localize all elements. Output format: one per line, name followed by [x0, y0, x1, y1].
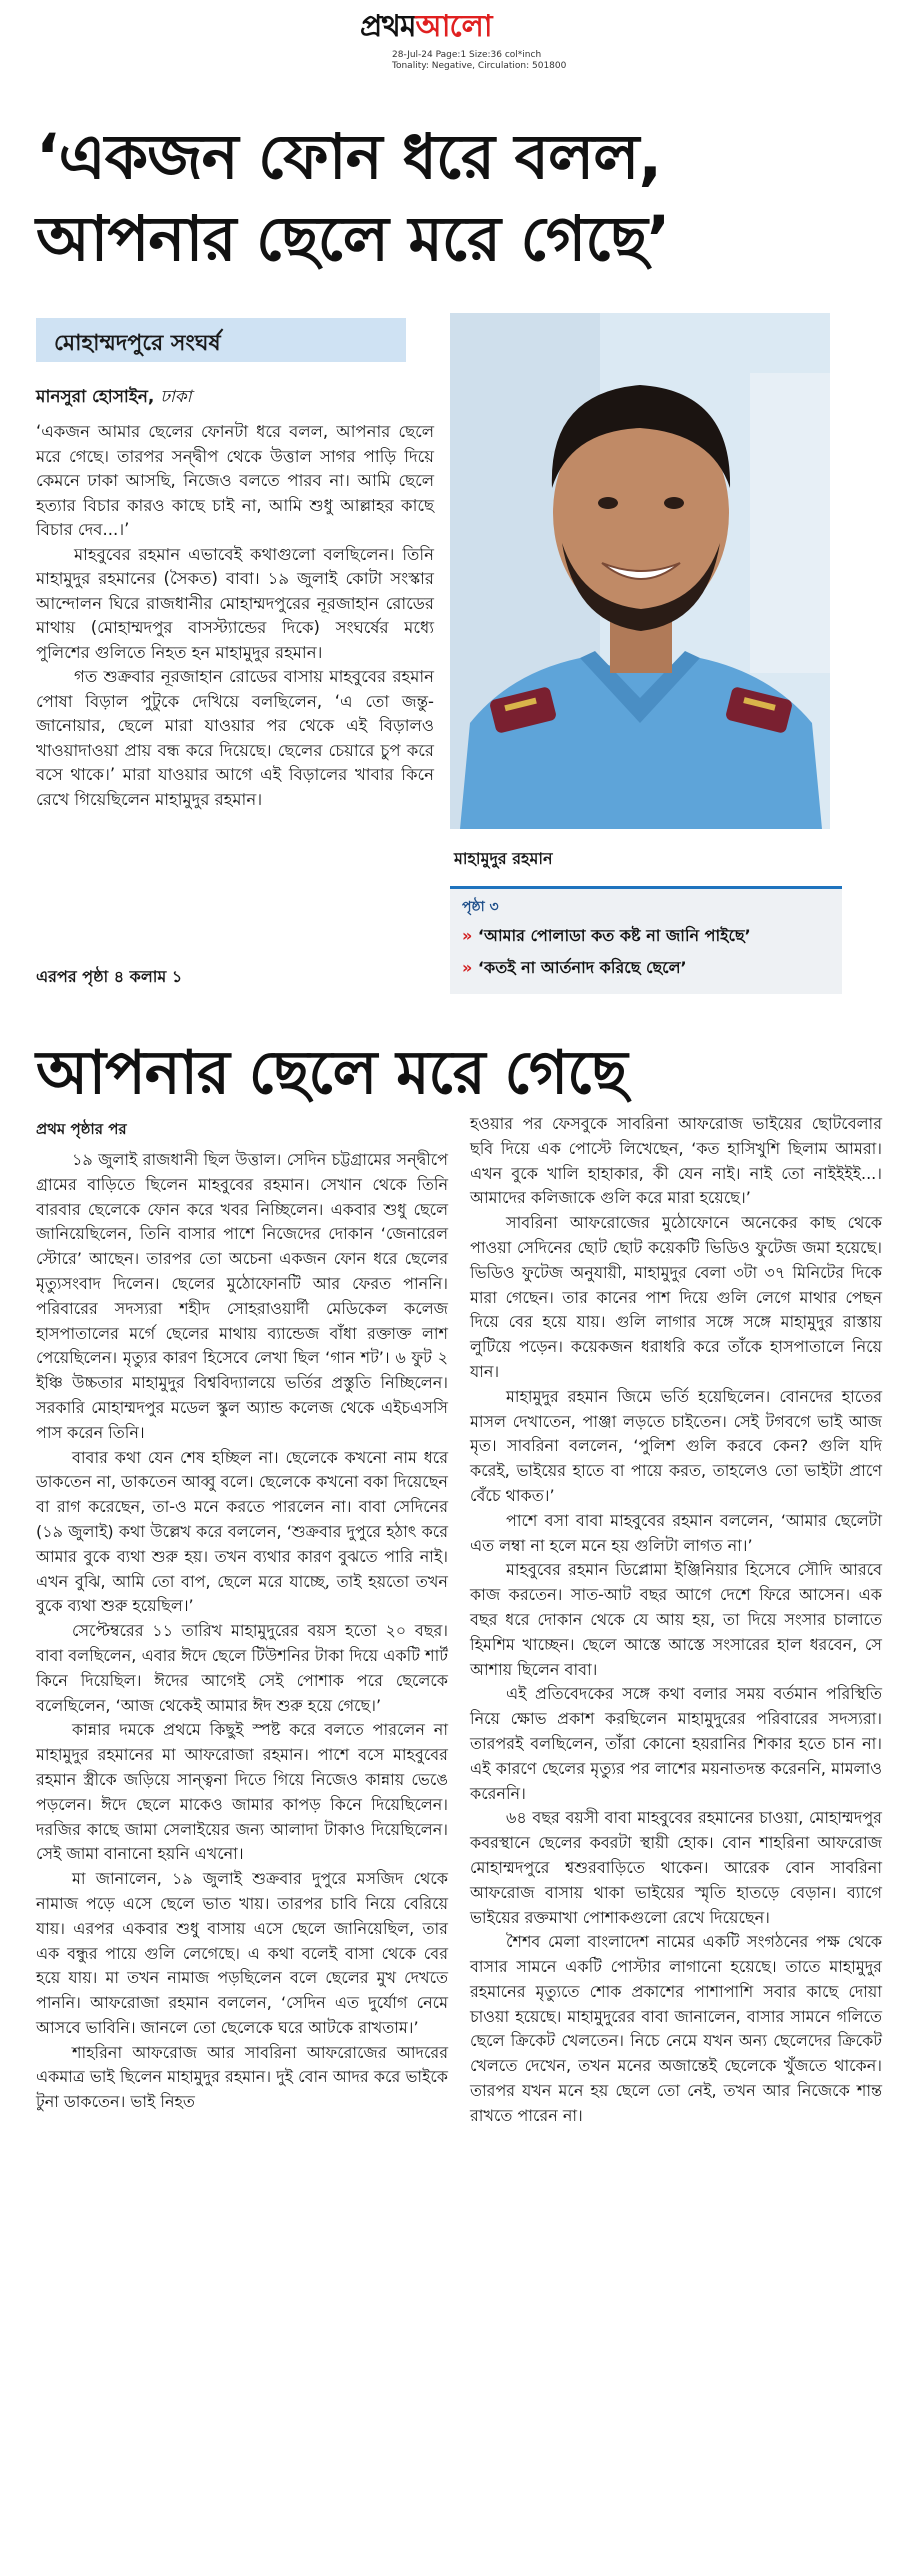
article-column-left	[36, 1148, 448, 2115]
article-paragraph: শৈশব মেলা বাংলাদেশ নামের একটি সংগঠনের পক্ষ থেকে বাসার সামনে একটি পোস্টার লাগানো হয়েছে। তাতে মাহামুদুর রহমানের মৃত্যুতে শোক প্রকাশের পাশাপাশি সবার কাছে দোয়া চাওয়া হয়েছে। মাহামুদুরের বাবা জানালেন, বাসার সামনে গলিতে ছেলে ক্রিকেট খেলতেন। নিচে নেমে যখন অন্য ছেলেদের ক্রিকেট খেলতে দেখেন, তখন মনের অজান্তেই ছেলেকে খুঁজতে থাকেন। তারপর যখন মনে হয় ছেলে তো নেই, তখন আর নিজেকে শান্ত রাখতে পারেন না।	[470, 1932, 882, 2125]
article-paragraph: হওয়ার পর ফেসবুকে সাবরিনা আফরোজ ভাইয়ের ছোটবেলার ছবি দিয়ে এক পোস্টে লিখেছেন, ‘কত হাসিখুশি ছিলাম আমরা। এখন বুকে খালি হাহাকার, কী যেন নাই। নাই তো নাইইইই...। আমাদের কলিজাকে গুলি করে মারা হয়েছে।’	[470, 1114, 882, 1208]
section-tag	[36, 318, 406, 362]
related-link[interactable]	[462, 955, 687, 982]
related-link[interactable]	[462, 923, 751, 950]
logo-accent-text: আলো	[415, 8, 492, 44]
article-paragraph: সেপ্টেম্বরের ১১ তারিখ মাহামুদুরের বয়স হতো ২০ বছর। বাবা বলছিলেন, এবার ঈদে ছেলে টিউশনির টাকা দিয়ে একটি শার্ট কিনে দিয়েছিল। ঈদের আগেই সেই পোশাক পরে ছেলেকে বলেছিলেন, ‘আজ থেকেই আমার ঈদ শুরু হয়ে গেছে।’	[36, 1621, 448, 1715]
article-paragraph: মাহামুদুর রহমান জিমে ভর্তি হয়েছিলেন। বোনদের হাতের মাসল দেখাতেন, পাঞ্জা লড়তে চাইতেন। সেই টগবগে ভাই আজ মৃত। সাবরিনা বললেন, ‘পুলিশ গুলি করবে কেন? গুলি যদি করেই, ভাইয়ের হাতে বা পায়ে করত, তাহলেও তো ভাইটা প্রাণে বেঁচে থাকত।’	[470, 1386, 882, 1505]
article-paragraph: এই প্রতিবেদকের সঙ্গে কথা বলার সময় বর্তমান পরিস্থিতি নিয়ে ক্ষোভ প্রকাশ করছিলেন মাহামুদুরের পরিবারের সদস্যরা। তারপরই বলছিলেন, তাঁরা কোনো হয়রানির শিকার হতে চান না। এই কারণে ছেলের মৃত্যুর পর লাশের ময়নাতদন্ত করেননি, মামলাও করেননি।	[470, 1684, 882, 1803]
continuation-headline: আপনার ছেলে মরে গেছে	[36, 1038, 627, 1108]
article-paragraph: ১৯ জুলাই রাজধানী ছিল উত্তাল। সেদিন চট্টগ্রামের সন্দ্বীপে গ্রামের বাড়িতে ছিলেন মাহবুবের রহমান। সেখান থেকে তিনি বারবার ছেলেকে ফোন করে খবর নিচ্ছিলেন। একবার শুধু ছেলে জানিয়েছিলেন, তিনি বাসার পাশে নিজেদের দোকান ‘জেনারেল স্টোরে’ আছেন। তারপর তো অচেনা একজন ফোন ধরে ছেলের মৃত্যুসংবাদ দিলেন। ছেলের মুঠোফোনটি আর ফেরত পাননি। পরিবারের সদস্যরা শহীদ সোহরাওয়ার্দী মেডিকেল কলেজ হাসপাতালের মর্গে ছেলের মাথায় ব্যান্ডেজ বাঁধা রক্তাক্ত লাশ পেয়েছিলেন। মৃত্যুর কারণ হিসেবে লেখা ছিল ‘গান শট’। ৬ ফুট ২ ইঞ্চি উচ্চতার মাহামুদুর বিশ্ববিদ্যালয়ে ভর্তির প্রস্তুতি নিচ্ছিলেন। সরকারি মোহাম্মদপুর মডেল স্কুল অ্যান্ড কলেজ থেকে এইচএসসি পাস করেন তিনি।	[36, 1150, 448, 1442]
article-paragraph: ৬৪ বছর বয়সী বাবা মাহবুবের রহমানের চাওয়া, মোহাম্মদপুর কবরস্থানে ছেলের কবরটা স্থায়ী হোক। বোন শাহরিনা আফরোজ মোহাম্মদপুরে শ্বশুরবাড়িতে থাকেন। আরেক বোন সাবরিনা আফরোজ বাসায় থাকা ভাইয়ের স্মৃতি হাতড়ে বেড়ান। ব্যাগে ভাইয়ের রক্তমাখা পোশাকগুলো রেখে দিয়েছেন।	[470, 1808, 882, 1927]
meta-line-2: Tonality: Negative, Circulation: 501800	[392, 61, 567, 71]
portrait-photo	[450, 313, 830, 829]
from-front-note: প্রথম পৃষ্ঠার পর	[36, 1120, 127, 1138]
main-headline	[36, 116, 866, 280]
article-paragraph: পাশে বসা বাবা মাহবুবের রহমান বললেন, ‘আমার ছেলেটা এত লম্বা না হলে মনে হয় গুলিটা লাগত না।’	[470, 1510, 882, 1555]
section-tag-text: মোহাম্মদপুরে সংঘর্ষ	[54, 331, 221, 356]
lede-column	[36, 420, 434, 812]
article-paragraph: সাবরিনা আফরোজের মুঠোফোনে অনেকের কাছ থেকে পাওয়া সেদিনের ছোট ছোট কয়েকটি ভিডিও ফুটেজ জমা হয়েছে। ভিডিও ফুটেজ অনুযায়ী, মাহামুদুর বেলা ৩টা ৩৭ মিনিটের দিকে মারা গেছেন। তার কানের পাশ দিয়ে গুলি লেগে মাথার পেছন দিয়ে বের হয়ে যায়। গুলি লাগার সঙ্গে সঙ্গে মাহামুদুর রাস্তায় লুটিয়ে পড়েন। কয়েকজন ধরাধরি করে তাঁকে হাসপাতালে নিয়ে যান।	[470, 1213, 882, 1381]
related-link-text: ‘আমার পোলাডা কত কষ্ট না জানি পাইছে’	[477, 926, 751, 945]
related-link-text: ‘কতই না আর্তনাদ করিছে ছেলে’	[477, 958, 687, 977]
publication-meta	[392, 50, 632, 72]
article-paragraph: মাহবুবের রহমান ডিপ্লোমা ইঞ্জিনিয়ার হিসেবে সৌদি আরবে কাজ করতেন। সাত-আট বছর আগে দেশে ফিরে আসেন। এক বছর ধরে দোকান থেকে যে আয় হয়, তা দিয়ে সংসার চালাতে হিমশিম খাচ্ছেন। ছেলে আস্তে আস্তে সংসারের হাল ধরবেন, সে আশায় ছিলেন বাবা।	[470, 1560, 882, 1679]
headline-line-2: আপনার ছেলে মরে গেছে’	[36, 202, 670, 275]
lede-paragraph: গত শুক্রবার নূরজাহান রোডের বাসায় মাহবুবের রহমান পোষা বিড়াল পুটুকে দেখিয়ে বলছিলেন, ‘এ তো জন্তু-জানোয়ার, ছেলে মারা যাওয়ার পর থেকে এই বিড়ালও খাওয়াদাওয়া প্রায় বন্ধ করে দিয়েছে। ছেলের চেয়ারে চুপ করে বসে থাকে।’ মারা যাওয়ার আগে এই বিড়ালের খাবার কিনে রেখে গিয়েছিলেন মাহামুদুর রহমান।	[36, 667, 434, 809]
article-paragraph: বাবার কথা যেন শেষ হচ্ছিল না। ছেলেকে কখনো নাম ধরে ডাকতেন না, ডাকতেন আব্বু বলে। ছেলেকে কখনো বকা দিয়েছেন বা রাগ করেছেন, তা-ও মনে করতে পারলেন না। বাবা সেদিনের (১৯ জুলাই) কথা উল্লেখ করে বললেন, ‘শুক্রবার দুপুরে হঠাৎ করে আমার বুকে ব্যথা শুরু হয়। তখন ব্যথার কারণ বুঝতে পারি নাই। এখন বুঝি, আমি তো বাপ, ছেলে মরে যাচ্ছে, তাই হয়তো তখন বুকে ব্যথা শুরু হয়েছিল।’	[36, 1447, 448, 1616]
article-paragraph: মা জানালেন, ১৯ জুলাই শুক্রবার দুপুরে মসজিদ থেকে নামাজ পড়ে এসে ছেলে ভাত খায়। তারপর চাবি নিয়ে বেরিয়ে যায়। এরপর একবার শুধু বাসায় এসে ছেলে জানিয়েছিল, তার এক বন্ধুর পায়ে গুলি লেগেছে। এ কথা বলেই বাসা থেকে বের হয়ে যায়। মা তখন নামাজ পড়ছিলেন বলে ছেলের মুখ দেখতে পাননি। আফরোজা রহমান বললেন, ‘সেদিন এত দুর্যোগ নেমে আসবে ভাবিনি। জানলে তো ছেলেকে ঘরে আটকে রাখতাম।’	[36, 1869, 448, 2037]
portrait-illustration	[450, 313, 830, 829]
double-chevron-icon: »	[462, 926, 473, 945]
photo-caption: মাহামুদুর রহমান	[454, 849, 553, 868]
masthead-logo	[360, 8, 600, 46]
headline-line-1: ‘একজন ফোন ধরে বলল,	[36, 120, 661, 193]
article-column-right	[470, 1112, 882, 2129]
related-links-box	[450, 886, 842, 994]
logo-main-text: প্রথম	[360, 8, 416, 44]
meta-line-1: 28-Jul-24 Page:1 Size:36 col*inch	[392, 50, 542, 60]
related-heading: পৃষ্ঠা ৩	[462, 899, 499, 915]
byline-place: ঢাকা	[160, 387, 192, 407]
double-chevron-icon: »	[462, 958, 473, 977]
byline	[36, 384, 192, 412]
article-paragraph: কান্নার দমকে প্রথমে কিছুই স্পষ্ট করে বলতে পারলেন না মাহামুদুর রহমানের মা আফরোজা রহমান। পাশে বসে মাহবুবের রহমান স্ত্রীকে জড়িয়ে সান্ত্বনা দিতে গিয়ে নিজেও কান্নায় ভেঙে পড়লেন। ঈদে ছেলে মাকেও জামার কাপড় কিনে দিয়েছিলেন। দরজির কাছে জামা সেলাইয়ের জন্য আলাদা টাকাও দিয়েছিলেন। সেই জামা বানানো হয়নি এখনো।	[36, 1720, 448, 1864]
lede-paragraph: মাহবুবের রহমান এভাবেই কথাগুলো বলছিলেন। তিনি মাহামুদুর রহমানের (সৈকত) বাবা। ১৯ জুলাই কোটা সংস্কার আন্দোলন ঘিরে রাজধানীর মোহাম্মদপুরের নূরজাহান রোডের মাথায় (মোহাম্মদপুর বাসস্ট্যান্ডের দিকে) সংঘর্ষের মধ্যে পুলিশের গুলিতে নিহত হন মাহামুদুর রহমান।	[36, 544, 434, 662]
continued-note: এরপর পৃষ্ঠা ৪ কলাম ১	[36, 967, 183, 986]
byline-name: মানসুরা হোসাইন,	[36, 387, 155, 407]
article-paragraph: শাহরিনা আফরোজ আর সাবরিনা আফরোজের আদরের একমাত্র ভাই ছিলেন মাহামুদুর রহমান। দুই বোন আদর করে ভাইকে টুনা ডাকতেন। ভাই নিহত	[36, 2042, 448, 2112]
lede-paragraph: ‘একজন আমার ছেলের ফোনটা ধরে বলল, আপনার ছেলে মরে গেছে। তারপর সন্দ্বীপ থেকে উত্তাল সাগর পাড়ি দিয়ে কেমনে ঢাকা আসছি, নিজেও বলতে পারব না। আমি ছেলে হত্যার বিচার কারও কাছে চাই না, আমি শুধু আল্লাহর কাছে বিচার দেব...।’	[36, 422, 434, 539]
